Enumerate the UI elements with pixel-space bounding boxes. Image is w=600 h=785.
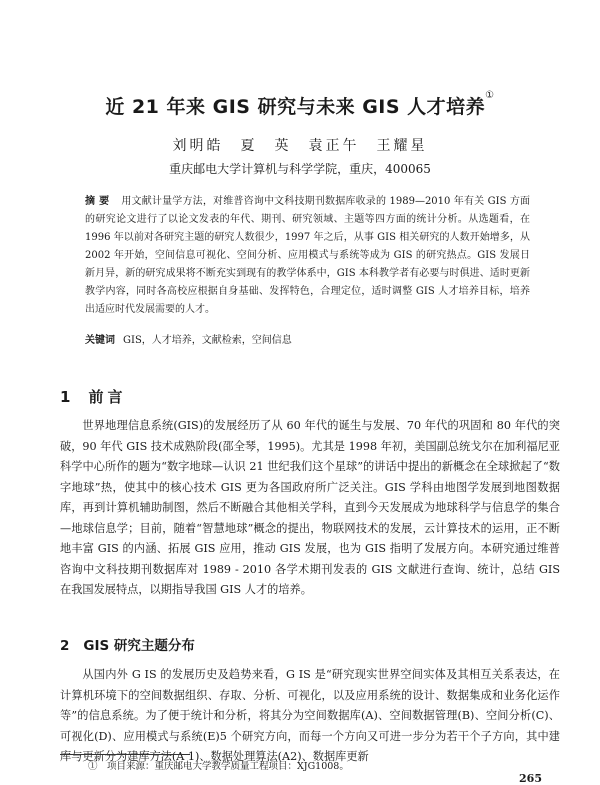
section-1-title: 前言 bbox=[88, 388, 127, 406]
abstract-text: 用文献计量学方法，对维普咨询中文科技期刊数据库收录的 1989—2010 年有关 GIS 方面的研究论文进行了以论文发表的年代、期刊、研究领域、主题等四方面的统计分析。从选题看，在 1996 年以前对各研究主题的研究人数很少，1997 年之后，从事 GIS 相关研究的人数开始增多，从 2002 年开始，空间信息可视化、空间分析、应用模式与系统等成为 GIS 的研究热点。GIS 发展日新月异，新的研究成果将不断充实到现有的教学体系中，GIS 本科教学者有必要与时俱进、适时更新教学内容，同时各高校应根据自身基础、发挥特色，合理定位，适时调整 GIS 人才培养目标，培养出适应时代发展需要的人才。 bbox=[85, 196, 531, 315]
paper-title bbox=[0, 92, 600, 119]
section-2-number: 2 bbox=[60, 638, 70, 654]
footnote-divider bbox=[60, 754, 190, 755]
section-1-number: 1 bbox=[60, 388, 75, 406]
title-text: 近 21 年来 GIS 研究与未来 GIS 人才培养 bbox=[105, 96, 486, 118]
section-2-title: GIS 研究主题分布 bbox=[83, 638, 195, 654]
abstract bbox=[85, 193, 530, 319]
section-2-heading bbox=[60, 634, 195, 654]
keywords-text: GIS，人才培养，文献检索，空间信息 bbox=[123, 335, 292, 346]
section-2-body: 从国内外 G IS 的发展历史及趋势来看，G IS 是“研究现实世界空间实体及其相互关系表达，在计算机环境下的空间数据组织、存取、分析、可视化，以及应用系统的设计、数据集成和业务化运作等”的信息系统。为了便于统计和分析，将其分为空间数据库(A)、空间数据管理(B)、空间分析(C)、可视化(D)、应用模式与系统(E)5 个研究方向，而每一个方向又可进一步分为若干个子方向，其中建库与更新分为建库方法(A 1)、数据处理算法(A2)、数据库更新 bbox=[60, 668, 560, 763]
page-number: 265 bbox=[519, 772, 542, 785]
section-1-heading bbox=[60, 386, 126, 407]
title-footnote-mark: ① bbox=[485, 90, 495, 101]
abstract-label: 摘要 bbox=[85, 196, 114, 207]
author-list: 刘明皓 夏 英 袁正午 王耀星 bbox=[172, 138, 428, 154]
section-1-body: 世界地理信息系统(GIS)的发展经历了从 60 年代的诞生与发展、70 年代的巩固和 80 年代的突破，90 年代 GIS 技术成熟阶段(邵全琴，1995)。尤其是 1998 年初，美国副总统戈尔在加利福尼亚科学中心所作的题为“数字地球—认识 21 世纪我们这个星球”的讲话中提出的新概念在全球掀起了“数字地球”热，使其中的核心技术 GIS 更为各国政府所广泛关注。GIS 学科由地图学发展到地图数据库，再到计算机辅助制图，然后不断融合其他相关学科，直到今天发展成为地球科学与信息学的集合—地球信息学；目前，随着“智慧地球”概念的提出，物联网技术的发展，云计算技术的运用，正不断地丰富 GIS 的内涵、拓展 GIS 应用，推动 GIS 发展，也为 GIS 指明了发展方向。本研究通过维普咨询中文科技期刊数据库对 1989 - 2010 各学术期刊发表的 GIS 文献进行查询、统计，总结 GIS 在我国发展特点，以期指导我国 GIS 人才的培养。 bbox=[60, 419, 560, 596]
footnote: ① 项目来源：重庆邮电大学教学质量工程项目：XJG1008。 bbox=[88, 761, 349, 772]
affiliation: 重庆邮电大学计算机与科学学院，重庆，400065 bbox=[169, 162, 431, 176]
keywords bbox=[85, 332, 530, 350]
keywords-label: 关键词 bbox=[85, 335, 115, 346]
